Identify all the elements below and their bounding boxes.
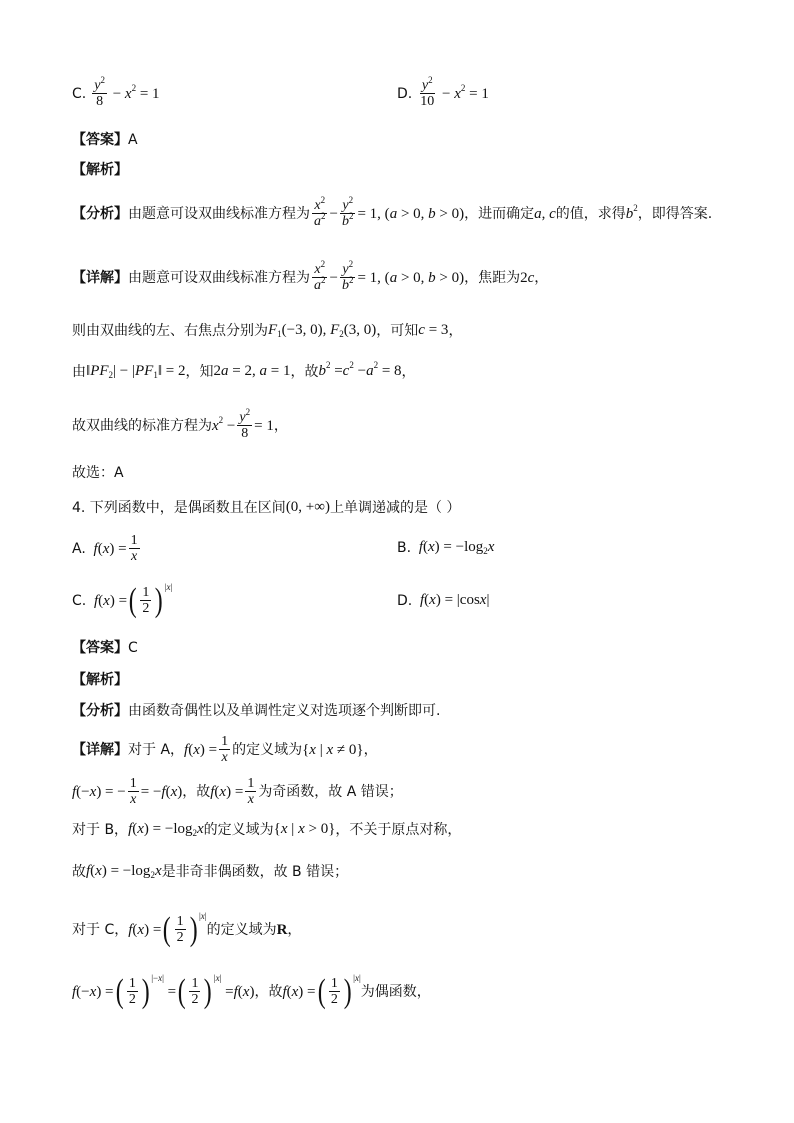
q4-option-d: D. f ( x ) = |cos x | bbox=[397, 592, 490, 609]
option-d-formula: $\frac{y^2}{10}$ − x $^2$ = 1 bbox=[420, 75, 489, 110]
q4-detail-c2: f (− x ) = ( $\frac{1}{2}$ ) $^{|-x |}$ = ( $\frac{1}{2}$ ) $^{|x |}$ = f ( x ) ，故 f ( x ) = ( $\frac{1}{2}$ ) $^{|x |}$ 为偶函数， bbox=[72, 972, 431, 1010]
q4-option-c: C. f ( x ) = ( $\frac{1}{2}$ ) $^{|x |}$ bbox=[72, 581, 173, 619]
q3-analysis-heading: 【解析】 bbox=[72, 162, 128, 178]
hyperbola-equation: $\frac{x^2}{a^2}$ − $\frac{y^2}{b^2}$ = 1, ( a > 0, b > 0) bbox=[314, 195, 465, 230]
q4-detail-a: 【详解】 对于 A， f ( x ) = $\frac{1}{x}$ 的定义域为 { x | x ≠ 0} ， bbox=[72, 734, 378, 766]
q4-fenxi: 【分析】 由函数奇偶性以及单调性定义对选项逐个判断即可. bbox=[72, 703, 441, 719]
q4-detail-b: 对于 B， f ( x ) = −log $_2$ x 的定义域为 { x | x > 0} ，不关于原点对称， bbox=[72, 821, 462, 838]
option-label: C. bbox=[72, 86, 87, 103]
q4-option-a: A. f ( x ) = $\frac{1}{x}$ bbox=[72, 533, 138, 565]
q3-distance-line: 由 ‖ PF $_2$ | − | PF $_1$ ‖ = 2 ，知 2 a = 2, a = 1 ，故 b $^2$ = c $^2$ − a $^2$ = 8 ， bbox=[72, 360, 416, 380]
q4-answer: 【答案】 C bbox=[72, 640, 138, 656]
q4-analysis-heading: 【解析】 bbox=[72, 672, 128, 688]
q3-standard-equation: 故双曲线的标准方程为 x $^2$ − $\frac{y^2}{8}$ = 1 ， bbox=[72, 407, 288, 442]
option-c-formula: $\frac{y^2}{8}$ − x $^2$ = 1 bbox=[94, 75, 160, 110]
q3-option-d bbox=[397, 75, 489, 110]
q3-answer: 【答案】 A bbox=[72, 132, 138, 148]
q4-option-b: B. f ( x ) = −log $_2$ x bbox=[397, 539, 495, 556]
q3-detail: 【详解】 由题意可设双曲线标准方程为 $\frac{x^2}{a^2}$ − $\frac{y^2}{b^2}$ = 1, ( a > 0, b > 0) ，焦距为 2 c ， bbox=[72, 259, 549, 294]
q4-stem: 4. 下列函数中，是偶函数且在区间 (0, +∞) 上单调递减的是（ ） bbox=[72, 499, 461, 516]
q4-detail-a2: f (− x ) = − $\frac{1}{x}$ = − f ( x ) ，故 f ( x ) = $\frac{1}{x}$ 为奇函数，故 A 错误； bbox=[72, 776, 403, 808]
q4-detail-c: 对于 C， f ( x ) = ( $\frac{1}{2}$ ) $^{|x |}$ 的定义域为 R ， bbox=[72, 910, 302, 948]
q4-detail-b2: 故 f ( x ) = −log $_2$ x 是非奇非偶函数，故 B 错误； bbox=[72, 863, 349, 880]
option-label: D. bbox=[397, 86, 413, 103]
q3-foci-line: 则由双曲线的左、右焦点分别为 F $_1$ (−3, 0), F $_2$ (3, 0) ，可知 c = 3 ， bbox=[72, 322, 463, 339]
q3-option-c bbox=[72, 75, 160, 110]
q3-choose: 故选：A bbox=[72, 465, 124, 481]
q3-fenxi: 【分析】 由题意可设双曲线标准方程为 $\frac{x^2}{a^2}$ − $\frac{y^2}{b^2}$ = 1, ( a > 0, b > 0) ，进而确定 a , c 的值，求得 b $^2$ ，即得答案. bbox=[72, 195, 713, 230]
